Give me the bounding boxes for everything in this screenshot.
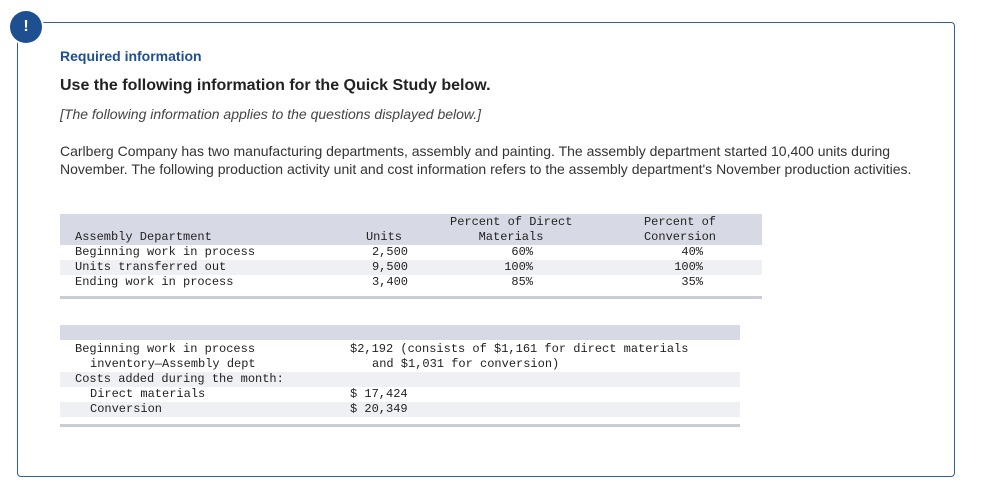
table-bottom-rule — [60, 424, 740, 427]
table-row — [60, 402, 740, 417]
row-value: $ 17,424 — [350, 387, 408, 401]
header-pct-dm-2: Materials — [478, 230, 544, 244]
row-dm: 85% — [511, 275, 533, 289]
row-units: 3,400 — [371, 275, 408, 289]
table-row — [60, 260, 762, 275]
sub-heading: Use the following information for the Quick Study below. — [60, 77, 491, 94]
intro-paragraph: Carlberg Company has two manufacturing departments, assembly and painting. The assembly department started 10,400 units during November. The following production activity unit and cost information refers to the assembly department's November production activities. — [60, 143, 912, 177]
table-row — [60, 372, 740, 387]
row-label: Ending work in process — [75, 275, 234, 289]
header-pct-conv-2: Conversion — [643, 230, 716, 244]
table-row — [60, 387, 740, 402]
row-conv: 40% — [681, 245, 703, 259]
row-value: $ 20,349 — [350, 402, 408, 416]
table-header-band — [60, 325, 740, 340]
header-pct-conv-1: Percent of — [643, 215, 716, 229]
row-units: 2,500 — [371, 245, 408, 259]
row-value: and $1,031 for conversion) — [372, 357, 560, 371]
row-label: Units transferred out — [75, 260, 227, 274]
row-label: inventory—Assembly dept — [90, 357, 256, 371]
table-row — [60, 275, 762, 290]
row-dm: 100% — [504, 260, 533, 274]
row-dm: 60% — [511, 245, 533, 259]
row-units: 9,500 — [371, 260, 408, 274]
table-row — [60, 357, 740, 372]
row-label: Direct materials — [90, 387, 206, 401]
row-label: Costs added during the month: — [75, 372, 284, 386]
row-label: Conversion — [90, 402, 163, 416]
header-units: Units — [365, 230, 402, 244]
header-dept: Assembly Department — [75, 230, 212, 244]
table-row — [60, 245, 762, 260]
row-conv: 100% — [674, 260, 703, 274]
row-conv: 35% — [681, 275, 703, 289]
row-label: Beginning work in process — [75, 245, 256, 259]
header-pct-dm-1: Percent of Direct — [450, 215, 573, 229]
row-value: $2,192 (consists of $1,161 for direct materials — [350, 342, 689, 356]
table-bottom-rule — [60, 296, 762, 299]
applies-note: [The following information applies to the questions displayed below.] — [60, 106, 482, 122]
alert-icon: ! — [10, 11, 42, 43]
row-label: Beginning work in process — [75, 342, 256, 356]
table-row — [60, 342, 740, 357]
section-title: Required information — [60, 48, 202, 64]
